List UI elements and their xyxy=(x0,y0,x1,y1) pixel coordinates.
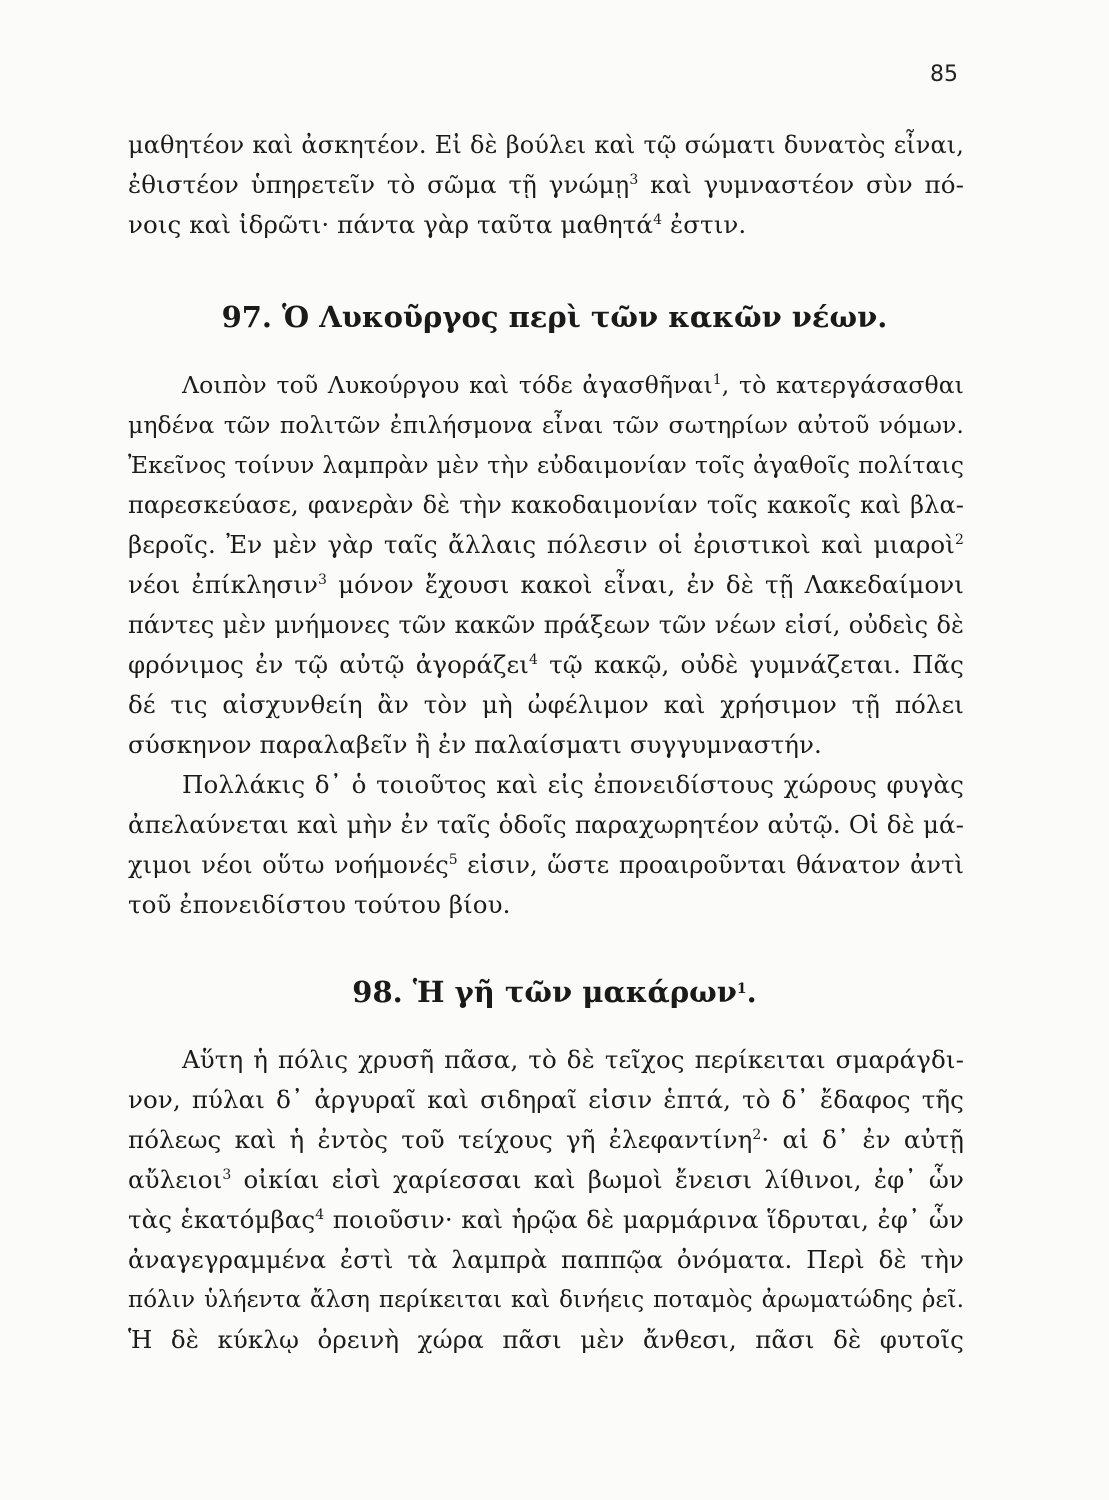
text-line: νοις καὶ ἱδρῶτι· πάντα γὰρ ταῦτα μαθητά$^4$ ἐστιν. xyxy=(128,210,747,239)
text-line: βεροῖς. Ἐν μὲν γὰρ ταῖς ἄλλαις πόλεσιν οἱ ἐριστικοὶ καὶ μιαροὶ$^2$ xyxy=(128,530,964,559)
text-line: Λοιπὸν τοῦ Λυκούργου καὶ τόδε ἀγασθῆναι$^1$, τὸ κατεργάσασθαι xyxy=(182,371,964,399)
page-number: 85 xyxy=(930,62,958,87)
footnote-marker: 5 xyxy=(448,852,458,868)
text-line: δέ τις αἰσχυνθείη ἂν τὸν μὴ ὠφέλιμον καὶ χρήσιμον τῇ πόλει xyxy=(128,690,964,719)
text-line: πόλεως καὶ ἡ ἐντὸς τοῦ τείχους γῆ ἐλεφαντίνη$^2$· αἱ δ᾽ ἐν αὐτῇ xyxy=(128,1125,964,1154)
footnote-marker: 4 xyxy=(653,212,663,228)
section-98-paragraph-1 xyxy=(128,1040,964,1360)
section-number: 97. xyxy=(221,300,273,334)
text-line: μηδένα τῶν πολιτῶν ἐπιλήσμονα εἶναι τῶν σωτηρίων αὐτοῦ νόμων. xyxy=(128,411,964,439)
text-line: ἐθιστέον ὑπηρετεῖν τὸ σῶμα τῇ γνώμῃ$^3$ καὶ γυμναστέον σὺν πό- xyxy=(128,170,964,199)
text-line: Πολλάκις δ᾽ ὁ τοιοῦτος καὶ εἰς ἐπονειδίστους χώρους φυγὰς xyxy=(182,770,964,799)
text-line: νον, πύλαι δ᾽ ἀργυραῖ καὶ σιδηραῖ εἰσιν ἑπτά, τὸ δ᾽ ἔδαφος τῆς xyxy=(128,1085,964,1114)
footnote-marker: 1 xyxy=(712,372,722,388)
section-number: 98. xyxy=(352,975,403,1009)
footnote-marker: 3 xyxy=(317,572,327,588)
section-97-paragraph-1 xyxy=(128,365,964,765)
text-line: πόλιν ὑλήεντα ἄλση περίκειται καὶ δινήεις ποταμὸς ἀρωματώδης ῥεῖ. xyxy=(128,1287,964,1313)
text-line: τοῦ ἐπονειδίστου τούτου βίου. xyxy=(128,890,511,919)
text-line: Αὕτη ἡ πόλις χρυσῆ πᾶσα, τὸ δὲ τεῖχος περίκειται σμαράγδι- xyxy=(182,1045,964,1074)
footnote-marker: 1 xyxy=(736,981,747,997)
text-line: σύσκηνον παραλαβεῖν ἢ ἐν παλαίσματι συγγυμναστήν. xyxy=(128,730,822,759)
footnote-marker: 4 xyxy=(315,1207,325,1223)
text-line: ἀναγεγραμμένα ἐστὶ τὰ λαμπρὰ παππῷα ὀνόματα. Περὶ δὲ τὴν xyxy=(128,1245,964,1274)
text-line: Ἡ δὲ κύκλῳ ὀρεινὴ χώρα πᾶσι μὲν ἄνθεσι, πᾶσι δὲ φυτοῖς xyxy=(128,1325,964,1354)
section-heading-97 xyxy=(0,300,1109,334)
section-97-paragraph-2 xyxy=(128,765,964,925)
footnote-marker: 3 xyxy=(222,1167,232,1183)
footnote-marker: 2 xyxy=(954,532,964,548)
section-heading-98: 98. Ἡ γῆ τῶν μακάρων$^1$. xyxy=(352,975,757,1009)
text-line: πάντες μὲν μνήμονες τῶν κακῶν πράξεων τῶν νέων εἰσί, οὐδεὶς δὲ xyxy=(128,611,964,639)
section-title: Ὁ Λυκοῦργος περὶ τῶν κακῶν νέων. xyxy=(282,300,888,334)
text-line: Ἐκεῖνος τοίνυν λαμπρὰν μὲν τὴν εὐδαιμονίαν τοῖς ἀγαθοῖς πολίταις xyxy=(128,451,964,479)
text-line: τὰς ἑκατόμβας$^4$ ποιοῦσιν· καὶ ἡρῷα δὲ μαρμάρινα ἵδρυται, ἐφ᾽ ὧν xyxy=(128,1205,965,1234)
intro-paragraph xyxy=(128,125,964,245)
text-line: αὔλειοι$^3$ οἰκίαι εἰσὶ χαρίεσσαι καὶ βωμοὶ ἔνεισι λίθινοι, ἐφ᾽ ὧν xyxy=(128,1165,964,1194)
section-title: Ἡ γῆ τῶν μακάρων xyxy=(412,975,737,1009)
text-line: ἀπελαύνεται καὶ μὴν ἐν ταῖς ὁδοῖς παραχωρητέον αὐτῷ. Οἱ δὲ μά- xyxy=(128,810,964,839)
text-line: μαθητέον καὶ ἀσκητέον. Εἰ δὲ βούλει καὶ τῷ σώματι δυνατὸς εἶναι, xyxy=(128,131,964,159)
text-line: χιμοι νέοι οὕτω νοήμονές$^5$ εἰσιν, ὥστε προαιροῦνται θάνατον ἀντὶ xyxy=(128,851,964,879)
footnote-marker: 4 xyxy=(529,652,539,668)
text-line: νέοι ἐπίκλησιν$^3$ μόνον ἔχουσι κακοὶ εἶναι, ἐν δὲ τῇ Λακεδαίμονι xyxy=(128,570,964,599)
text-line: παρεσκεύασε, φανερὰν δὲ τὴν κακοδαιμονίαν τοῖς κακοῖς καὶ βλα- xyxy=(128,491,964,519)
footnote-marker: 3 xyxy=(629,172,639,188)
footnote-marker: 2 xyxy=(752,1127,762,1143)
text-line: φρόνιμος ἐν τῷ αὐτῷ ἀγοράζει$^4$ τῷ κακῷ, οὐδὲ γυμνάζεται. Πᾶς xyxy=(128,650,965,679)
